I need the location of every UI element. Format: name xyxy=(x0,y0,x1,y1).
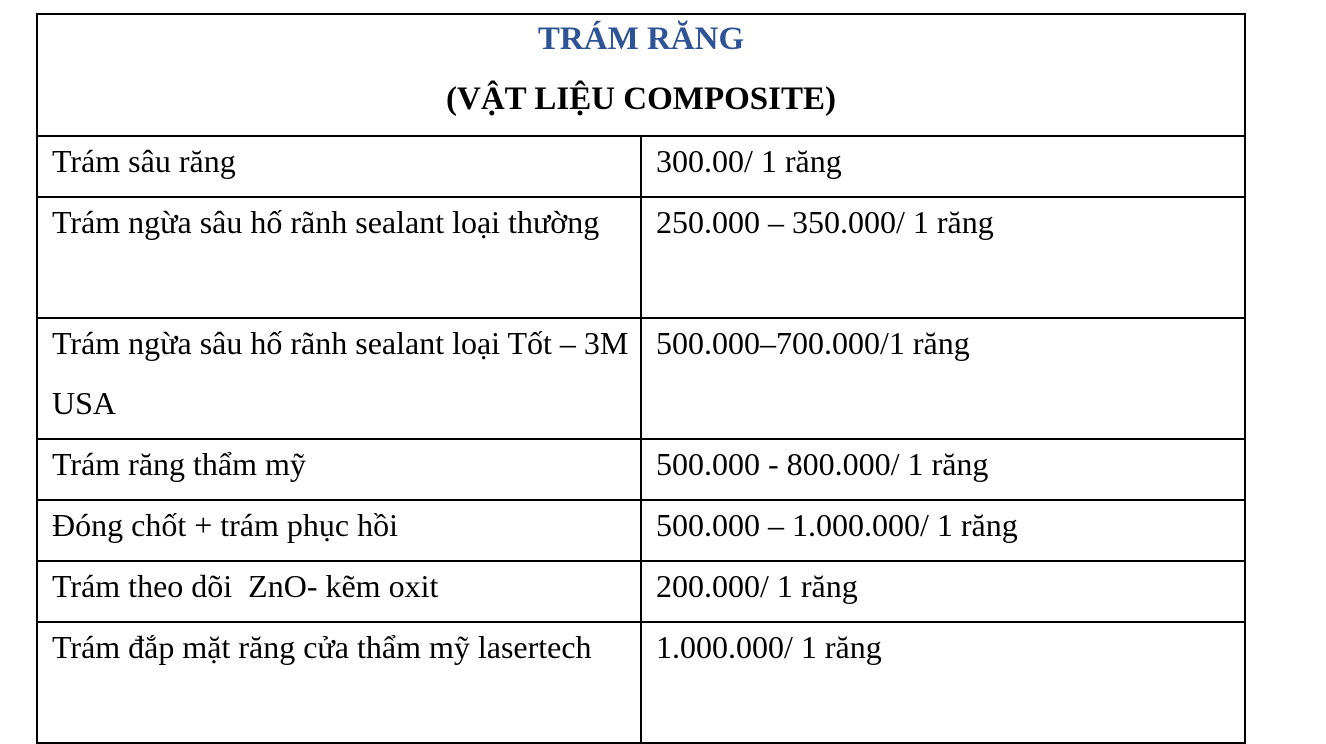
service-cell xyxy=(37,197,641,318)
table-subtitle: (VẬT LIỆU COMPOSITE) xyxy=(446,81,836,117)
price-cell xyxy=(641,500,1245,561)
service-price: 250.000 – 350.000/ 1 răng xyxy=(656,204,994,240)
service-price: 500.000–700.000/1 răng xyxy=(656,325,970,361)
service-name: Đóng chốt + trám phục hồi xyxy=(52,507,398,543)
table-row xyxy=(37,439,1245,500)
service-price: 500.000 – 1.000.000/ 1 răng xyxy=(656,507,1018,543)
table-row xyxy=(37,561,1245,622)
service-cell xyxy=(37,500,641,561)
service-name: Trám sâu răng xyxy=(52,143,236,179)
service-cell xyxy=(37,439,641,500)
service-cell xyxy=(37,561,641,622)
service-price: 200.000/ 1 răng xyxy=(656,568,858,604)
price-cell xyxy=(641,197,1245,318)
table-row xyxy=(37,500,1245,561)
table-title-cell xyxy=(37,14,1245,136)
service-price: 500.000 - 800.000/ 1 răng xyxy=(656,446,989,482)
price-table xyxy=(36,13,1246,744)
table-title-row xyxy=(37,14,1245,136)
price-cell xyxy=(641,561,1245,622)
table-row xyxy=(37,136,1245,197)
price-cell xyxy=(641,622,1245,743)
service-name: Trám theo dõi ZnO- kẽm oxit xyxy=(52,568,439,604)
service-cell xyxy=(37,318,641,439)
price-cell xyxy=(641,136,1245,197)
service-cell xyxy=(37,136,641,197)
service-price: 300.00/ 1 răng xyxy=(656,143,842,179)
table-row xyxy=(37,197,1245,318)
service-name: Trám răng thẩm mỹ xyxy=(52,446,306,482)
table-title: TRÁM RĂNG xyxy=(537,21,745,57)
table-row xyxy=(37,622,1245,743)
service-name: Trám ngừa sâu hố rãnh sealant loại thường xyxy=(52,204,600,240)
table-row xyxy=(37,318,1245,439)
service-cell xyxy=(37,622,641,743)
service-name: Trám đắp mặt răng cửa thẩm mỹ lasertech xyxy=(52,629,592,665)
service-name: Trám ngừa sâu hố rãnh sealant loại Tốt – 3M USA xyxy=(52,325,637,421)
price-cell xyxy=(641,318,1245,439)
service-price: 1.000.000/ 1 răng xyxy=(656,629,882,665)
price-cell xyxy=(641,439,1245,500)
